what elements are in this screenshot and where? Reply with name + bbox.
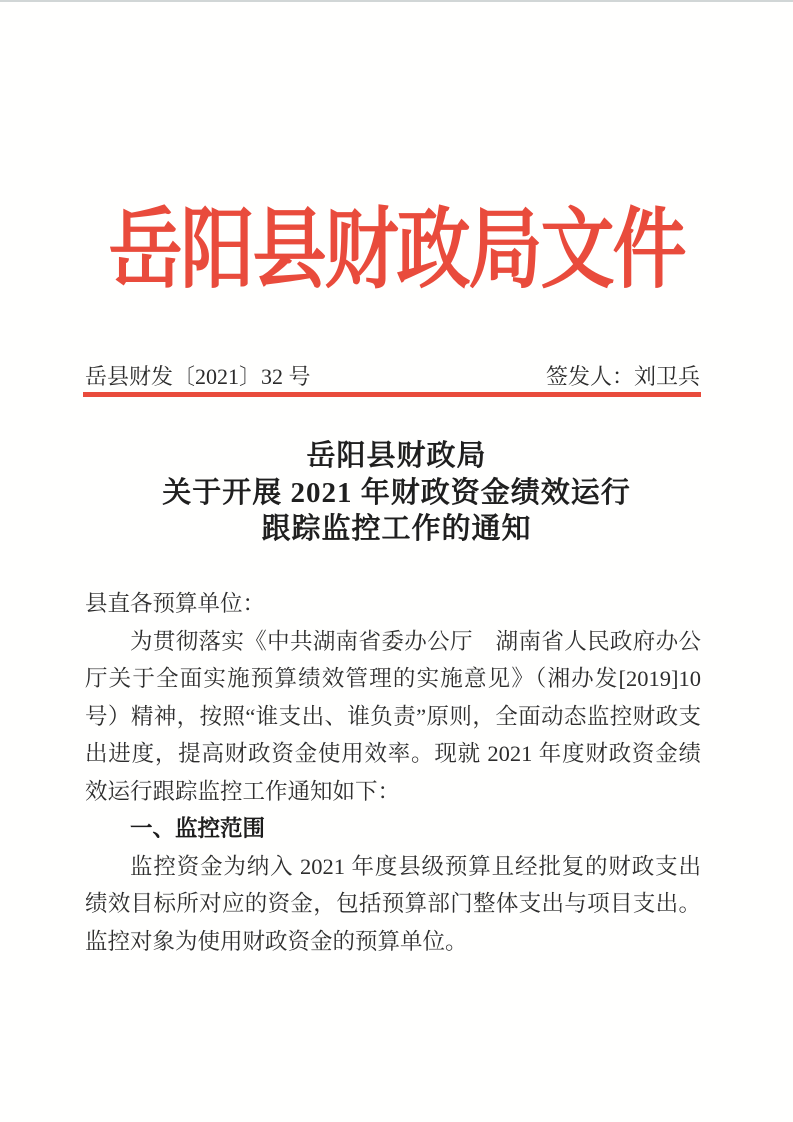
letterhead-title: 岳阳县财政局文件 — [108, 202, 685, 300]
doc-number: 岳县财发〔2021〕32 号 — [85, 364, 311, 389]
document-title-line-1: 岳阳县财政局 — [306, 440, 487, 472]
red-separator-line — [83, 392, 701, 397]
doc-reference-row — [85, 360, 700, 391]
document-body — [85, 585, 701, 960]
document-title-line-3: 跟踪监控工作的通知 — [261, 513, 532, 545]
signer-name: 签发人：刘卫兵 — [545, 364, 700, 389]
section-1-heading: 一、监控范围 — [130, 816, 266, 841]
document-title — [0, 438, 793, 548]
body-paragraph-1: 为贯彻落实《中共湖南省委办公厅 湖南省人民政府办公厅关于全面实施预算绩效管理的实施意见》（湘办发[2019]10 号）精神，按照“谁支出、谁负责”原则，全面动态监控财政支出进度，提高财政资金使用效率。现就 2021 年度财政资金绩效运行跟踪监控工作通知如下： — [85, 628, 701, 804]
section-1-paragraph: 监控资金为纳入 2021 年度县级预算且经批复的财政支出绩效目标所对应的资金，包括预算部门整体支出与项目支出。监控对象为使用财政资金的预算单位。 — [85, 853, 701, 954]
document-title-line-2: 关于开展 2021 年财政资金绩效运行 — [162, 476, 631, 509]
scan-artifact-top-line — [0, 0, 793, 2]
salutation: 县直各预算单位： — [85, 591, 266, 616]
